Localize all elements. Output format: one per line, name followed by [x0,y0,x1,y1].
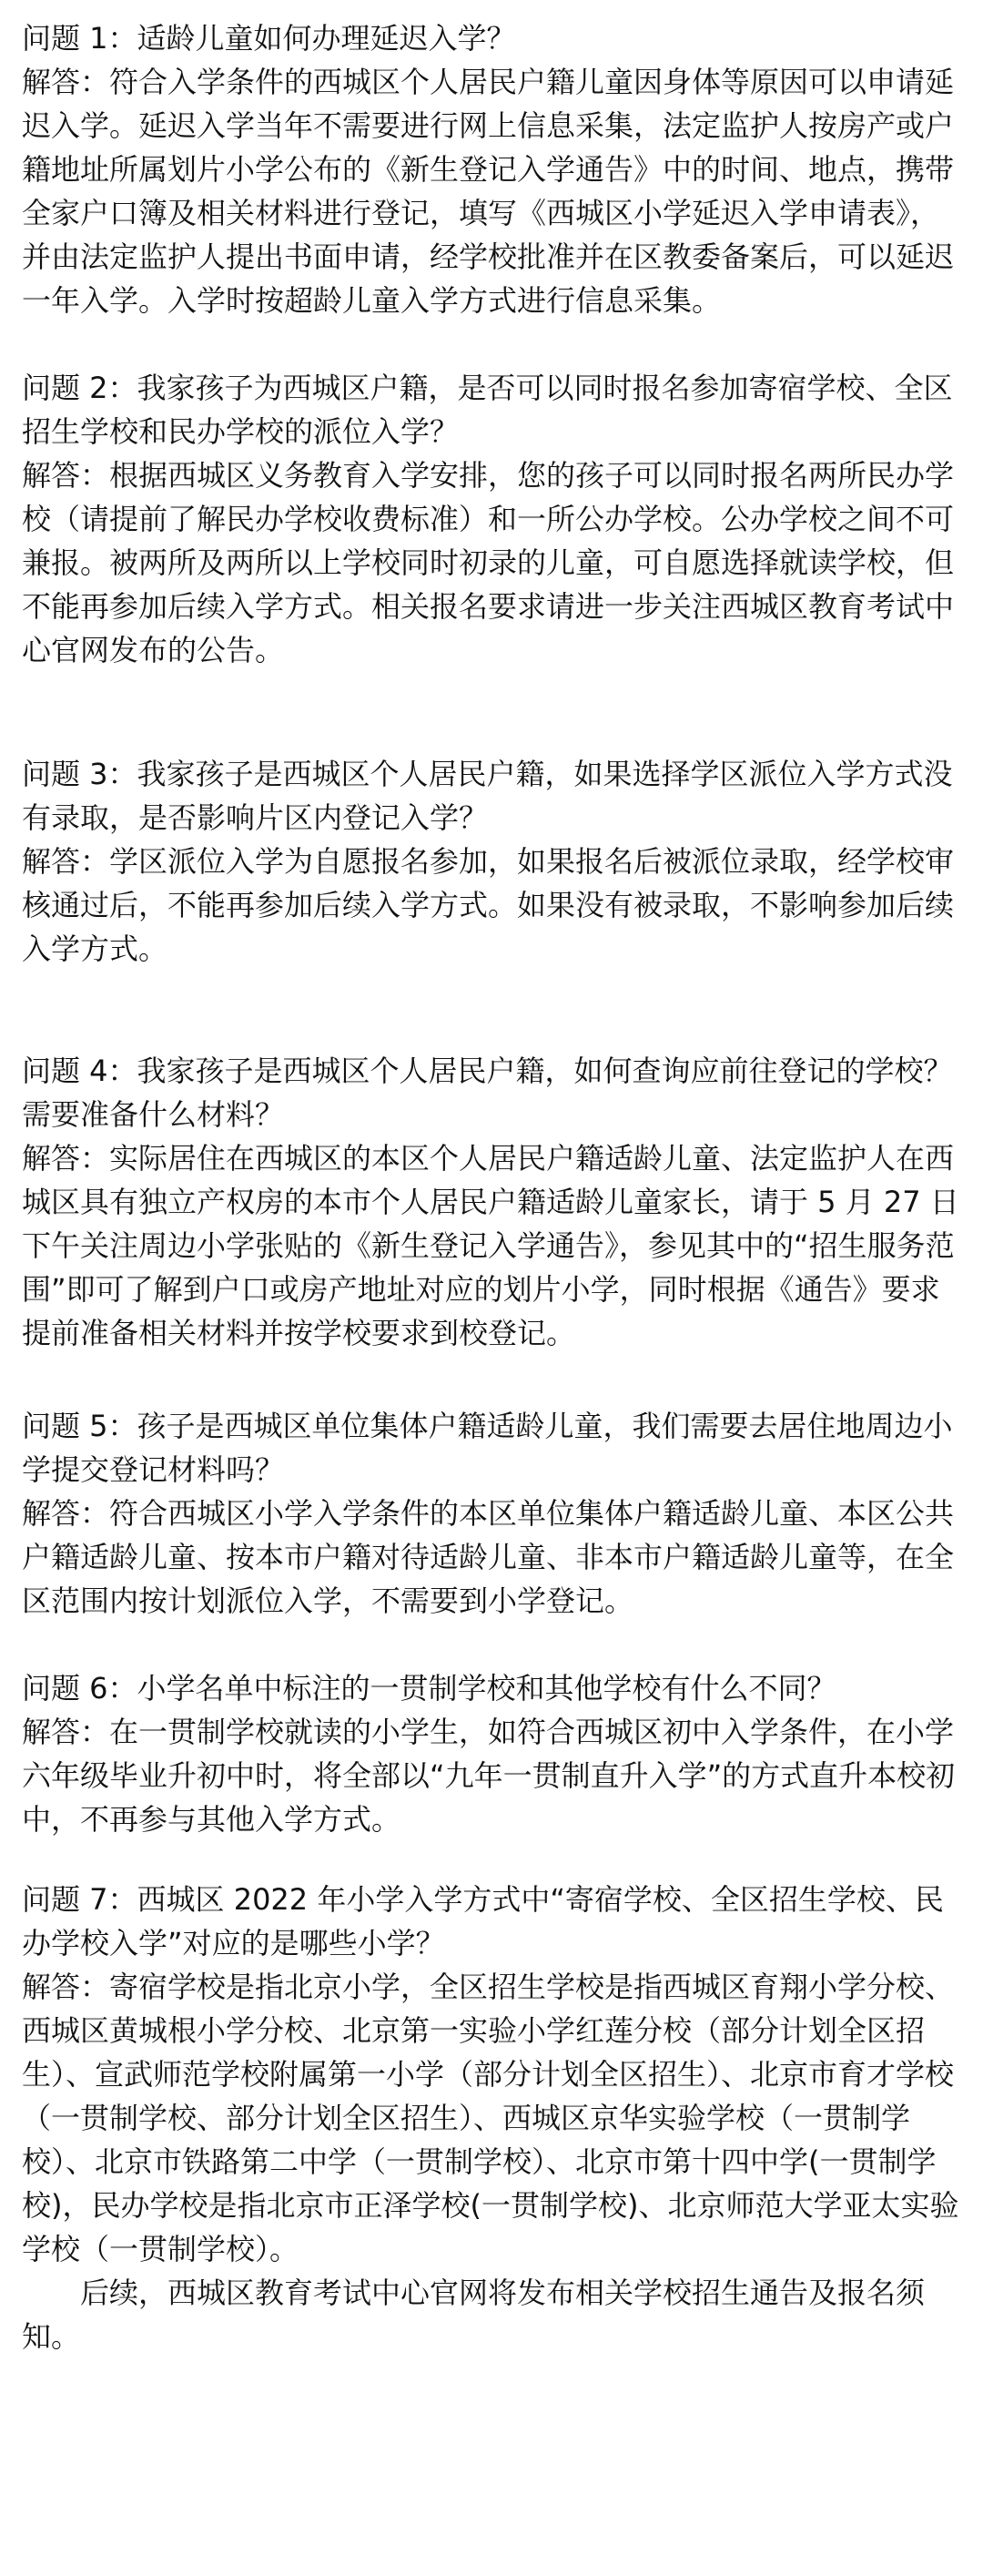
answer-3: 解答：学区派位入学为自愿报名参加，如果报名后被派位录取，经学校审核通过后，不能再参加后续入学方式。如果没有被录取，不影响参加后续入学方式。 [22,844,955,966]
answer-4: 解答：实际居住在西城区的本区个人居民户籍适龄儿童、法定监护人在西城区具有独立产权房的本市个人居民户籍适龄儿童家长，请于 5 月 27 日下午关注周边小学张贴的《新生登记入学通告》，参见其中的“招生服务范围”即可了解到户口或房产地址对应的划片小学，同时根据《通告》要求提前准备相关材料并按学校要求到校登记。 [22,1141,959,1350]
answer-2: 解答：根据西城区义务教育入学安排，您的孩子可以同时报名两所民办学校（请提前了解民办学校收费标准）和一所公办学校。公办学校之间不可兼报。被两所及两所以上学校同时初录的儿童，可自愿选择就读学校，但不能再参加后续入学方式。相关报名要求请进一步关注西城区教育考试中心官网发布的公告。 [22,458,955,667]
faq-item-7 [22,1878,961,2271]
answer-6: 解答：在一贯制学校就读的小学生，如符合西城区初中入学条件，在小学六年级毕业升初中时，将全部以“九年一贯制直升入学”的方式直升本校初中，不再参与其他入学方式。 [22,1715,956,1837]
question-6: 问题 6：小学名单中标注的一贯制学校和其他学校有什么不同？ [22,1671,836,1705]
faq-item-3 [22,752,961,971]
faq-item-6 [22,1666,961,1841]
question-5: 问题 5：孩子是西城区单位集体户籍适龄儿童，我们需要去居住地周边小学提交登记材料吗？ [22,1409,953,1487]
question-3: 问题 3：我家孩子是西城区个人居民户籍，如果选择学区派位入学方式没有录取，是否影响片区内登记入学？ [22,757,953,835]
closing-note: 后续，西城区教育考试中心官网将发布相关学校招生通告及报名须知。 [22,2276,926,2354]
question-7: 问题 7：西城区 2022 年小学入学方式中“寄宿学校、全区招生学校、民办学校入学”对应的是哪些小学？ [22,1882,944,1960]
question-4: 问题 4：我家孩子是西城区个人居民户籍，如何查询应前往登记的学校？需要准备什么材料？ [22,1054,953,1132]
faq-item-5 [22,1404,961,1623]
faq-item-2 [22,366,961,672]
faq-item-1 [22,16,961,322]
answer-5: 解答：符合西城区小学入学条件的本区单位集体户籍适龄儿童、本区公共户籍适龄儿童、按本市户籍对待适龄儿童、非本市户籍适龄儿童等，在全区范围内按计划派位入学，不需要到小学登记。 [22,1496,955,1618]
question-2: 问题 2：我家孩子为西城区户籍，是否可以同时报名参加寄宿学校、全区招生学校和民办学校的派位入学？ [22,371,953,449]
answer-7: 解答：寄宿学校是指北京小学，全区招生学校是指西城区育翔小学分校、西城区黄城根小学分校、北京第一实验小学红莲分校（部分计划全区招生）、宣武师范学校附属第一小学（部分计划全区招生）、北京市育才学校（一贯制学校、部分计划全区招生）、西城区京华实验学校（一贯制学校）、北京市铁路第二中学（一贯制学校）、北京市第十四中学(一贯制学校)，民办学校是指北京市正泽学校(一贯制学校)、北京师范大学亚太实验学校（一贯制学校）。 [22,1970,959,2266]
faq-item-4 [22,1049,961,1355]
question-1: 问题 1：适龄儿童如何办理延迟入学？ [22,21,516,56]
faq-document [22,16,961,2358]
answer-1: 解答：符合入学条件的西城区个人居民户籍儿童因身体等原因可以申请延迟入学。延迟入学当年不需要进行网上信息采集，法定监护人按房产或户籍地址所属划片小学公布的《新生登记入学通告》中的时间、地点，携带全家户口簿及相关材料进行登记，填写《西城区小学延迟入学申请表》，并由法定监护人提出书面申请，经学校批准并在区教委备案后，可以延迟一年入学。入学时按超龄儿童入学方式进行信息采集。 [22,65,955,318]
